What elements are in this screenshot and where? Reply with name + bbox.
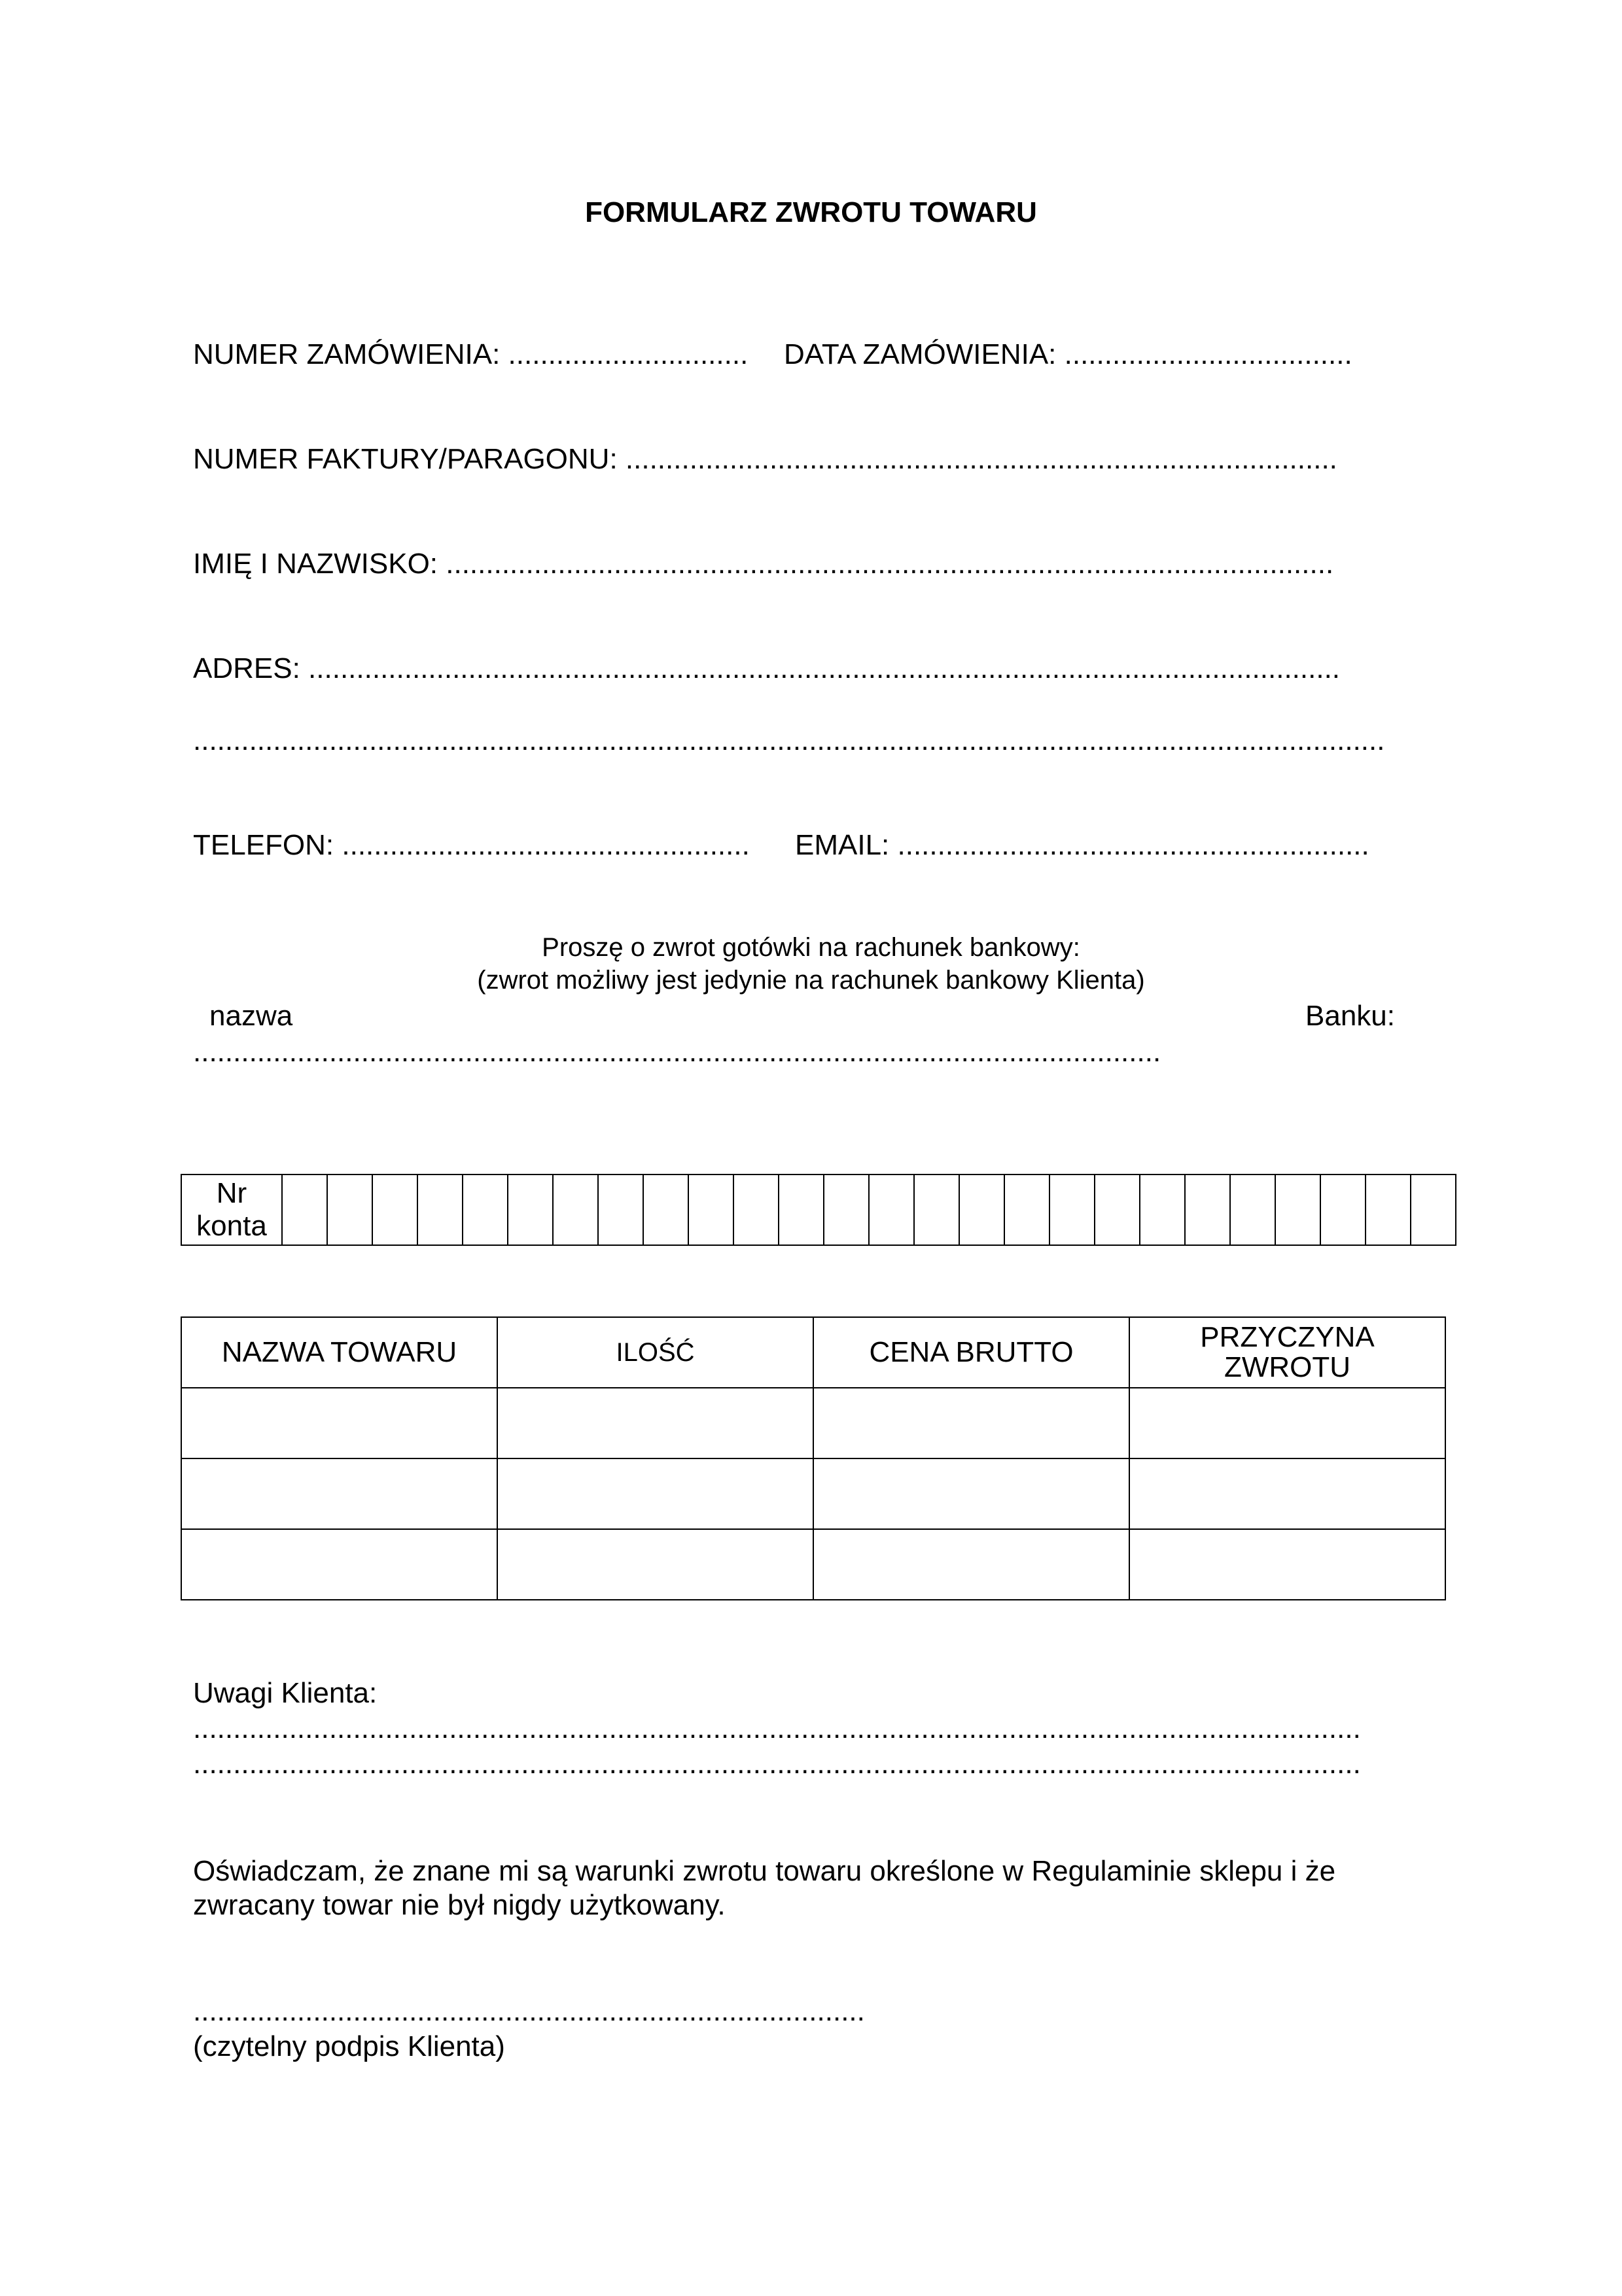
signature-caption: (czytelny podpis Klienta): [193, 2030, 505, 2062]
remarks-line2-field[interactable]: ..................................................................................................................................................: [193, 1748, 1361, 1780]
account-number-label: [181, 1174, 282, 1245]
account-digit-cell[interactable]: [1320, 1174, 1366, 1245]
returned-goods-table: [181, 1316, 1446, 1600]
phone-field[interactable]: TELEFON: ...................................................: [193, 829, 750, 861]
table-header-row: [181, 1317, 1445, 1388]
account-label-line2: konta: [196, 1210, 267, 1242]
table-cell[interactable]: [813, 1458, 1129, 1529]
header-product-name: NAZWA TOWARU: [181, 1317, 497, 1388]
refund-note-text: (zwrot możliwy jest jedynie na rachunek bankowy Klienta): [477, 966, 1145, 995]
account-digit-cell[interactable]: [779, 1174, 824, 1245]
account-digit-cell[interactable]: [869, 1174, 914, 1245]
account-digit-cell[interactable]: [508, 1174, 553, 1245]
account-digit-cell[interactable]: [553, 1174, 598, 1245]
account-digit-cell[interactable]: [1275, 1174, 1320, 1245]
bank-name-label: nazwa: [209, 1000, 293, 1032]
account-digit-cell[interactable]: [733, 1174, 779, 1245]
email-field[interactable]: EMAIL: ...........................................................: [795, 829, 1369, 861]
account-label-line1: Nr: [216, 1177, 247, 1209]
declaration-line2: zwracany towar nie był nigdy użytkowany.: [193, 1889, 726, 1921]
table-cell[interactable]: [181, 1529, 497, 1600]
account-digit-cell[interactable]: [824, 1174, 869, 1245]
account-digit-cell[interactable]: [1411, 1174, 1456, 1245]
table-row: [181, 1458, 1445, 1529]
account-digit-cell[interactable]: [282, 1174, 327, 1245]
table-cell[interactable]: [181, 1388, 497, 1458]
page-title: FORMULARZ ZWROTU TOWARU: [585, 196, 1037, 228]
table-row: [181, 1388, 1445, 1458]
remarks-line1-field[interactable]: ..................................................................................................................................................: [193, 1712, 1361, 1744]
remarks-label: Uwagi Klienta:: [193, 1677, 378, 1709]
table-cell[interactable]: [813, 1529, 1129, 1600]
order-date-field[interactable]: DATA ZAMÓWIENIA: ....................................: [784, 338, 1352, 370]
address-line2-field[interactable]: .....................................................................................................................................................: [193, 724, 1385, 756]
header-quantity: ILOŚĆ: [497, 1317, 813, 1388]
declaration-line1: Oświadczam, że znane mi są warunki zwrotu towaru określone w Regulaminie sklepu i że: [193, 1855, 1336, 1887]
account-digit-cell[interactable]: [1095, 1174, 1140, 1245]
account-digit-cell[interactable]: [1366, 1174, 1411, 1245]
invoice-number-field[interactable]: NUMER FAKTURY/PARAGONU: .........................................................................................: [193, 443, 1337, 475]
header-return-reason: PRZYCZYNA ZWROTU: [1129, 1317, 1445, 1388]
table-cell[interactable]: [1129, 1458, 1445, 1529]
account-number-grid: [181, 1174, 1456, 1246]
account-digit-cell[interactable]: [1049, 1174, 1095, 1245]
account-digit-cell[interactable]: [1230, 1174, 1275, 1245]
refund-request-text: Proszę o zwrot gotówki na rachunek bankowy:: [542, 933, 1080, 962]
header-gross-price: CENA BRUTTO: [813, 1317, 1129, 1388]
table-cell[interactable]: [813, 1388, 1129, 1458]
account-digit-cell[interactable]: [1140, 1174, 1185, 1245]
table-cell[interactable]: [181, 1458, 497, 1529]
full-name-field[interactable]: IMIĘ I NAZWISKO: ...............................................................................................................: [193, 548, 1334, 580]
account-digit-cell[interactable]: [1004, 1174, 1049, 1245]
account-digit-cell[interactable]: [643, 1174, 688, 1245]
table-cell[interactable]: [1129, 1388, 1445, 1458]
account-digit-cell[interactable]: [598, 1174, 643, 1245]
order-number-field[interactable]: NUMER ZAMÓWIENIA: ..............................: [193, 338, 749, 370]
bank-name-field[interactable]: .........................................................................................................................: [193, 1036, 1161, 1068]
signature-field[interactable]: ....................................................................................: [193, 1995, 865, 2027]
table-cell[interactable]: [497, 1388, 813, 1458]
table-row: [181, 1529, 1445, 1600]
table-cell[interactable]: [497, 1458, 813, 1529]
account-digit-cell[interactable]: [327, 1174, 372, 1245]
account-digit-cell[interactable]: [688, 1174, 733, 1245]
address-field[interactable]: ADRES: .................................................................................................................................: [193, 652, 1341, 684]
account-digit-cell[interactable]: [372, 1174, 417, 1245]
bank-label: Banku:: [1305, 1000, 1395, 1032]
table-cell[interactable]: [1129, 1529, 1445, 1600]
account-digit-cell[interactable]: [1185, 1174, 1230, 1245]
account-digit-cell[interactable]: [417, 1174, 463, 1245]
table-cell[interactable]: [497, 1529, 813, 1600]
account-digit-cell[interactable]: [463, 1174, 508, 1245]
account-digit-cell[interactable]: [914, 1174, 959, 1245]
account-digit-cell[interactable]: [959, 1174, 1004, 1245]
